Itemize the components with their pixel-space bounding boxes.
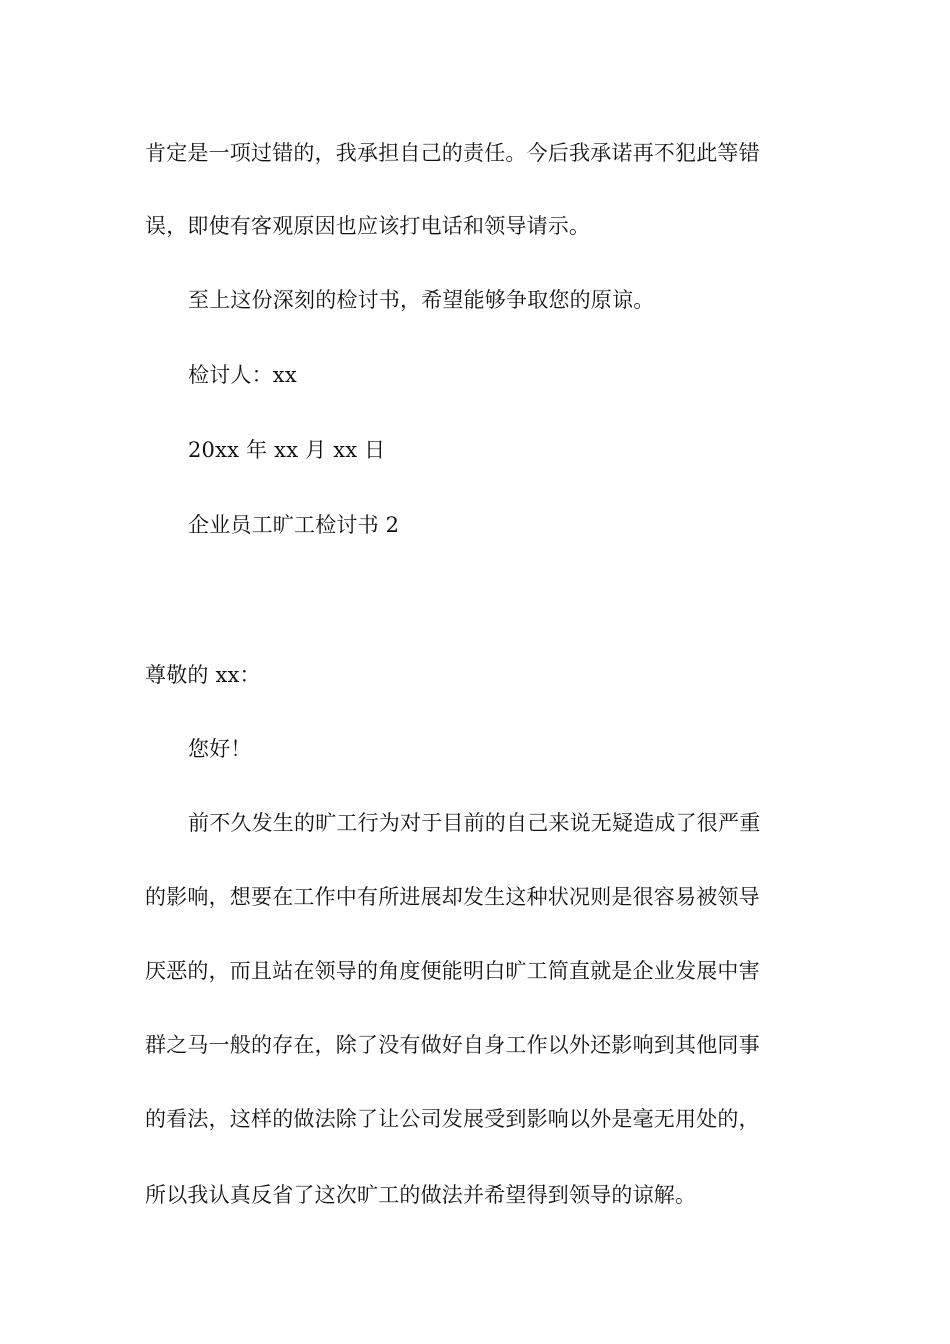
paragraph-line: 误，即使有客观原因也应该打电话和领导请示。 <box>145 214 591 238</box>
paragraph-line: 的影响，想要在工作中有所进展却发生这种状况则是很容易被领导 <box>145 885 760 909</box>
paragraph-line: 群之马一般的存在，除了没有做好自身工作以外还影响到其他同事 <box>145 1033 760 1057</box>
date-line: 20xx 年 xx 月 xx 日 <box>188 438 386 462</box>
greeting: 您好！ <box>188 737 252 761</box>
salutation: 尊敬的 xx： <box>145 663 261 687</box>
paragraph-line: 厌恶的，而且站在领导的角度便能明白旷工简直就是企业发展中害 <box>145 959 760 983</box>
paragraph-line: 前不久发生的旷工行为对于目前的自己来说无疑造成了很严重 <box>188 811 761 835</box>
section-title: 企业员工旷工检讨书 2 <box>188 513 400 537</box>
signature-line: 检讨人：xx <box>188 363 297 387</box>
paragraph-line: 所以我认真反省了这次旷工的做法并希望得到领导的谅解。 <box>145 1183 697 1207</box>
paragraph-line: 的看法，这样的做法除了让公司发展受到影响以外是毫无用处的， <box>145 1107 760 1131</box>
closing-sentence: 至上这份深刻的检讨书，希望能够争取您的原谅。 <box>188 288 655 312</box>
paragraph-line: 肯定是一项过错的，我承担自己的责任。今后我承诺再不犯此等错 <box>145 141 760 165</box>
